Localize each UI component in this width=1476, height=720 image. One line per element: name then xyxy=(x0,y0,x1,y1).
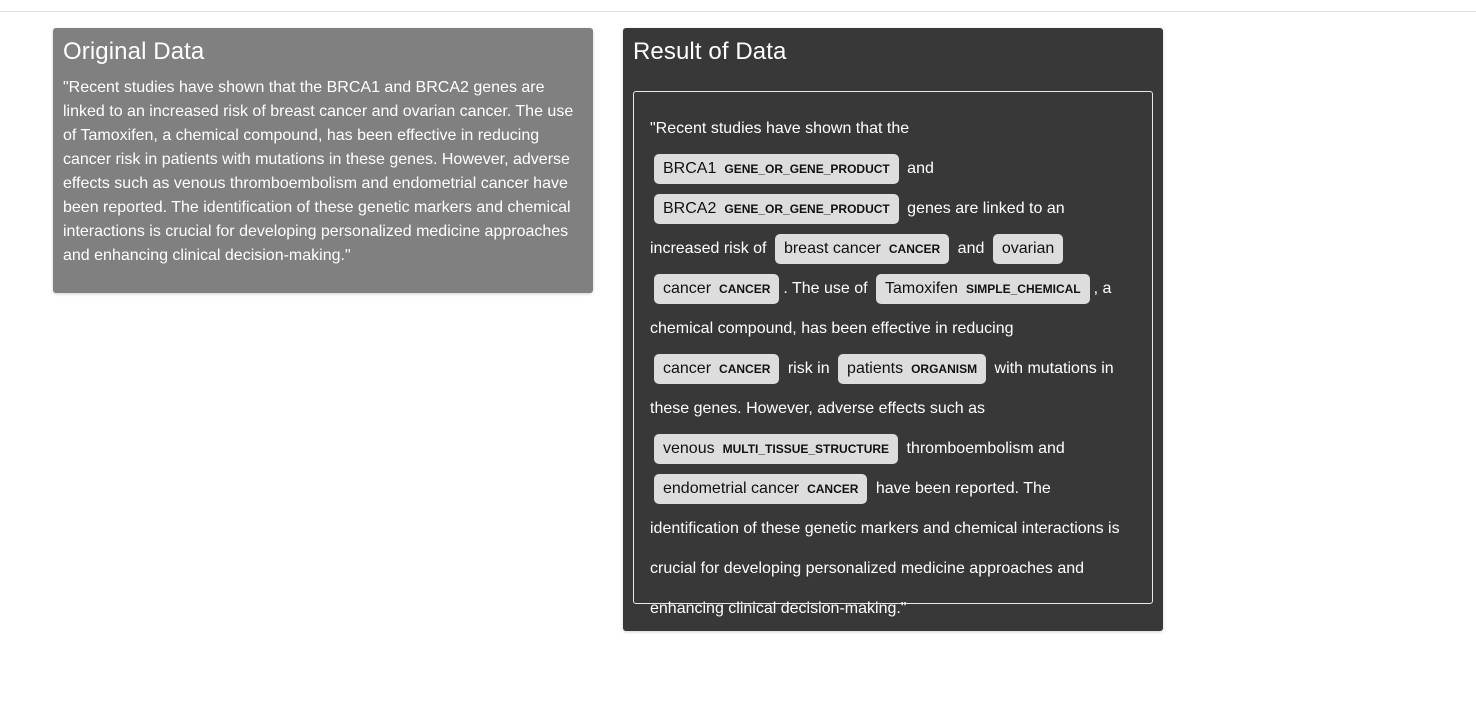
entity-text: BRCA1 xyxy=(663,160,717,177)
entity-mark xyxy=(654,434,898,464)
entity-label: CANCER xyxy=(807,481,859,496)
plain-text: genes are linked to an increased risk of xyxy=(650,200,1065,257)
plain-text: risk in xyxy=(783,360,835,377)
entity-text: endometrial cancer xyxy=(663,480,800,497)
entity-text: breast cancer xyxy=(783,240,881,257)
entity-label: CANCER xyxy=(719,361,771,376)
plain-text: with mutations in these genes. However, adverse effects such as xyxy=(650,360,1114,417)
plain-text: and xyxy=(902,160,934,177)
plain-text: . The use of xyxy=(783,280,873,297)
plain-text: "Recent studies have shown that the xyxy=(650,120,910,137)
plain-text: thromboembolism and xyxy=(902,440,1065,457)
result-data-card xyxy=(623,28,1163,631)
entity-mark xyxy=(838,354,986,384)
entity-mark xyxy=(775,234,949,264)
plain-text: and xyxy=(953,240,989,257)
top-bar xyxy=(0,0,1476,12)
entity-label: ORGANISM xyxy=(911,361,978,376)
entity-mark xyxy=(654,354,779,384)
entity-label: MULTI_TISSUE_STRUCTURE xyxy=(722,441,890,456)
entity-label: SIMPLE_CHEMICAL xyxy=(965,281,1081,296)
entity-mark xyxy=(654,474,867,504)
entity-text: cancer xyxy=(663,360,712,377)
entity-label: CANCER xyxy=(888,241,941,256)
plain-text: have been reported. The identification of these genetic markers and chemical interactions is crucial for developing personalized medicine approaches and enhancing clinical decision-making." xyxy=(650,480,1120,617)
entity-mark xyxy=(876,274,1090,304)
entity-text: BRCA2 xyxy=(663,200,717,217)
entities-display xyxy=(633,91,1153,617)
entity-label: GENE_OR_GENE_PRODUCT xyxy=(724,201,890,216)
original-data-title: Original Data xyxy=(63,38,205,65)
entity-label: CANCER xyxy=(719,281,771,296)
plain-text: , a chemical compound, has been effective in reducing xyxy=(650,280,1112,337)
entity-text: Tamoxifen xyxy=(885,280,958,297)
entity-text: venous xyxy=(663,440,715,457)
entity-mark xyxy=(654,154,899,184)
result-data-title: Result of Data xyxy=(633,38,787,65)
original-data-card xyxy=(53,28,593,293)
entity-text: ovarian cancer xyxy=(663,240,1055,297)
entity-mark xyxy=(654,194,899,224)
entity-label: GENE_OR_GENE_PRODUCT xyxy=(724,161,890,176)
entity-text: patients xyxy=(847,360,904,377)
original-data-text: "Recent studies have shown that the BRCA1 and BRCA2 genes are linked to an increased risk of breast cancer and ovarian cancer. The use of Tamoxifen, a chemical compound, has been effective in reducing cancer risk in patients with mutations in these genes. However, adverse effects such as venous thromboembolism and endometrial cancer have been reported. The identification of these genetic markers and chemical interactions is crucial for developing personalized medicine approaches and enhancing clinical decision-making." xyxy=(63,79,574,264)
